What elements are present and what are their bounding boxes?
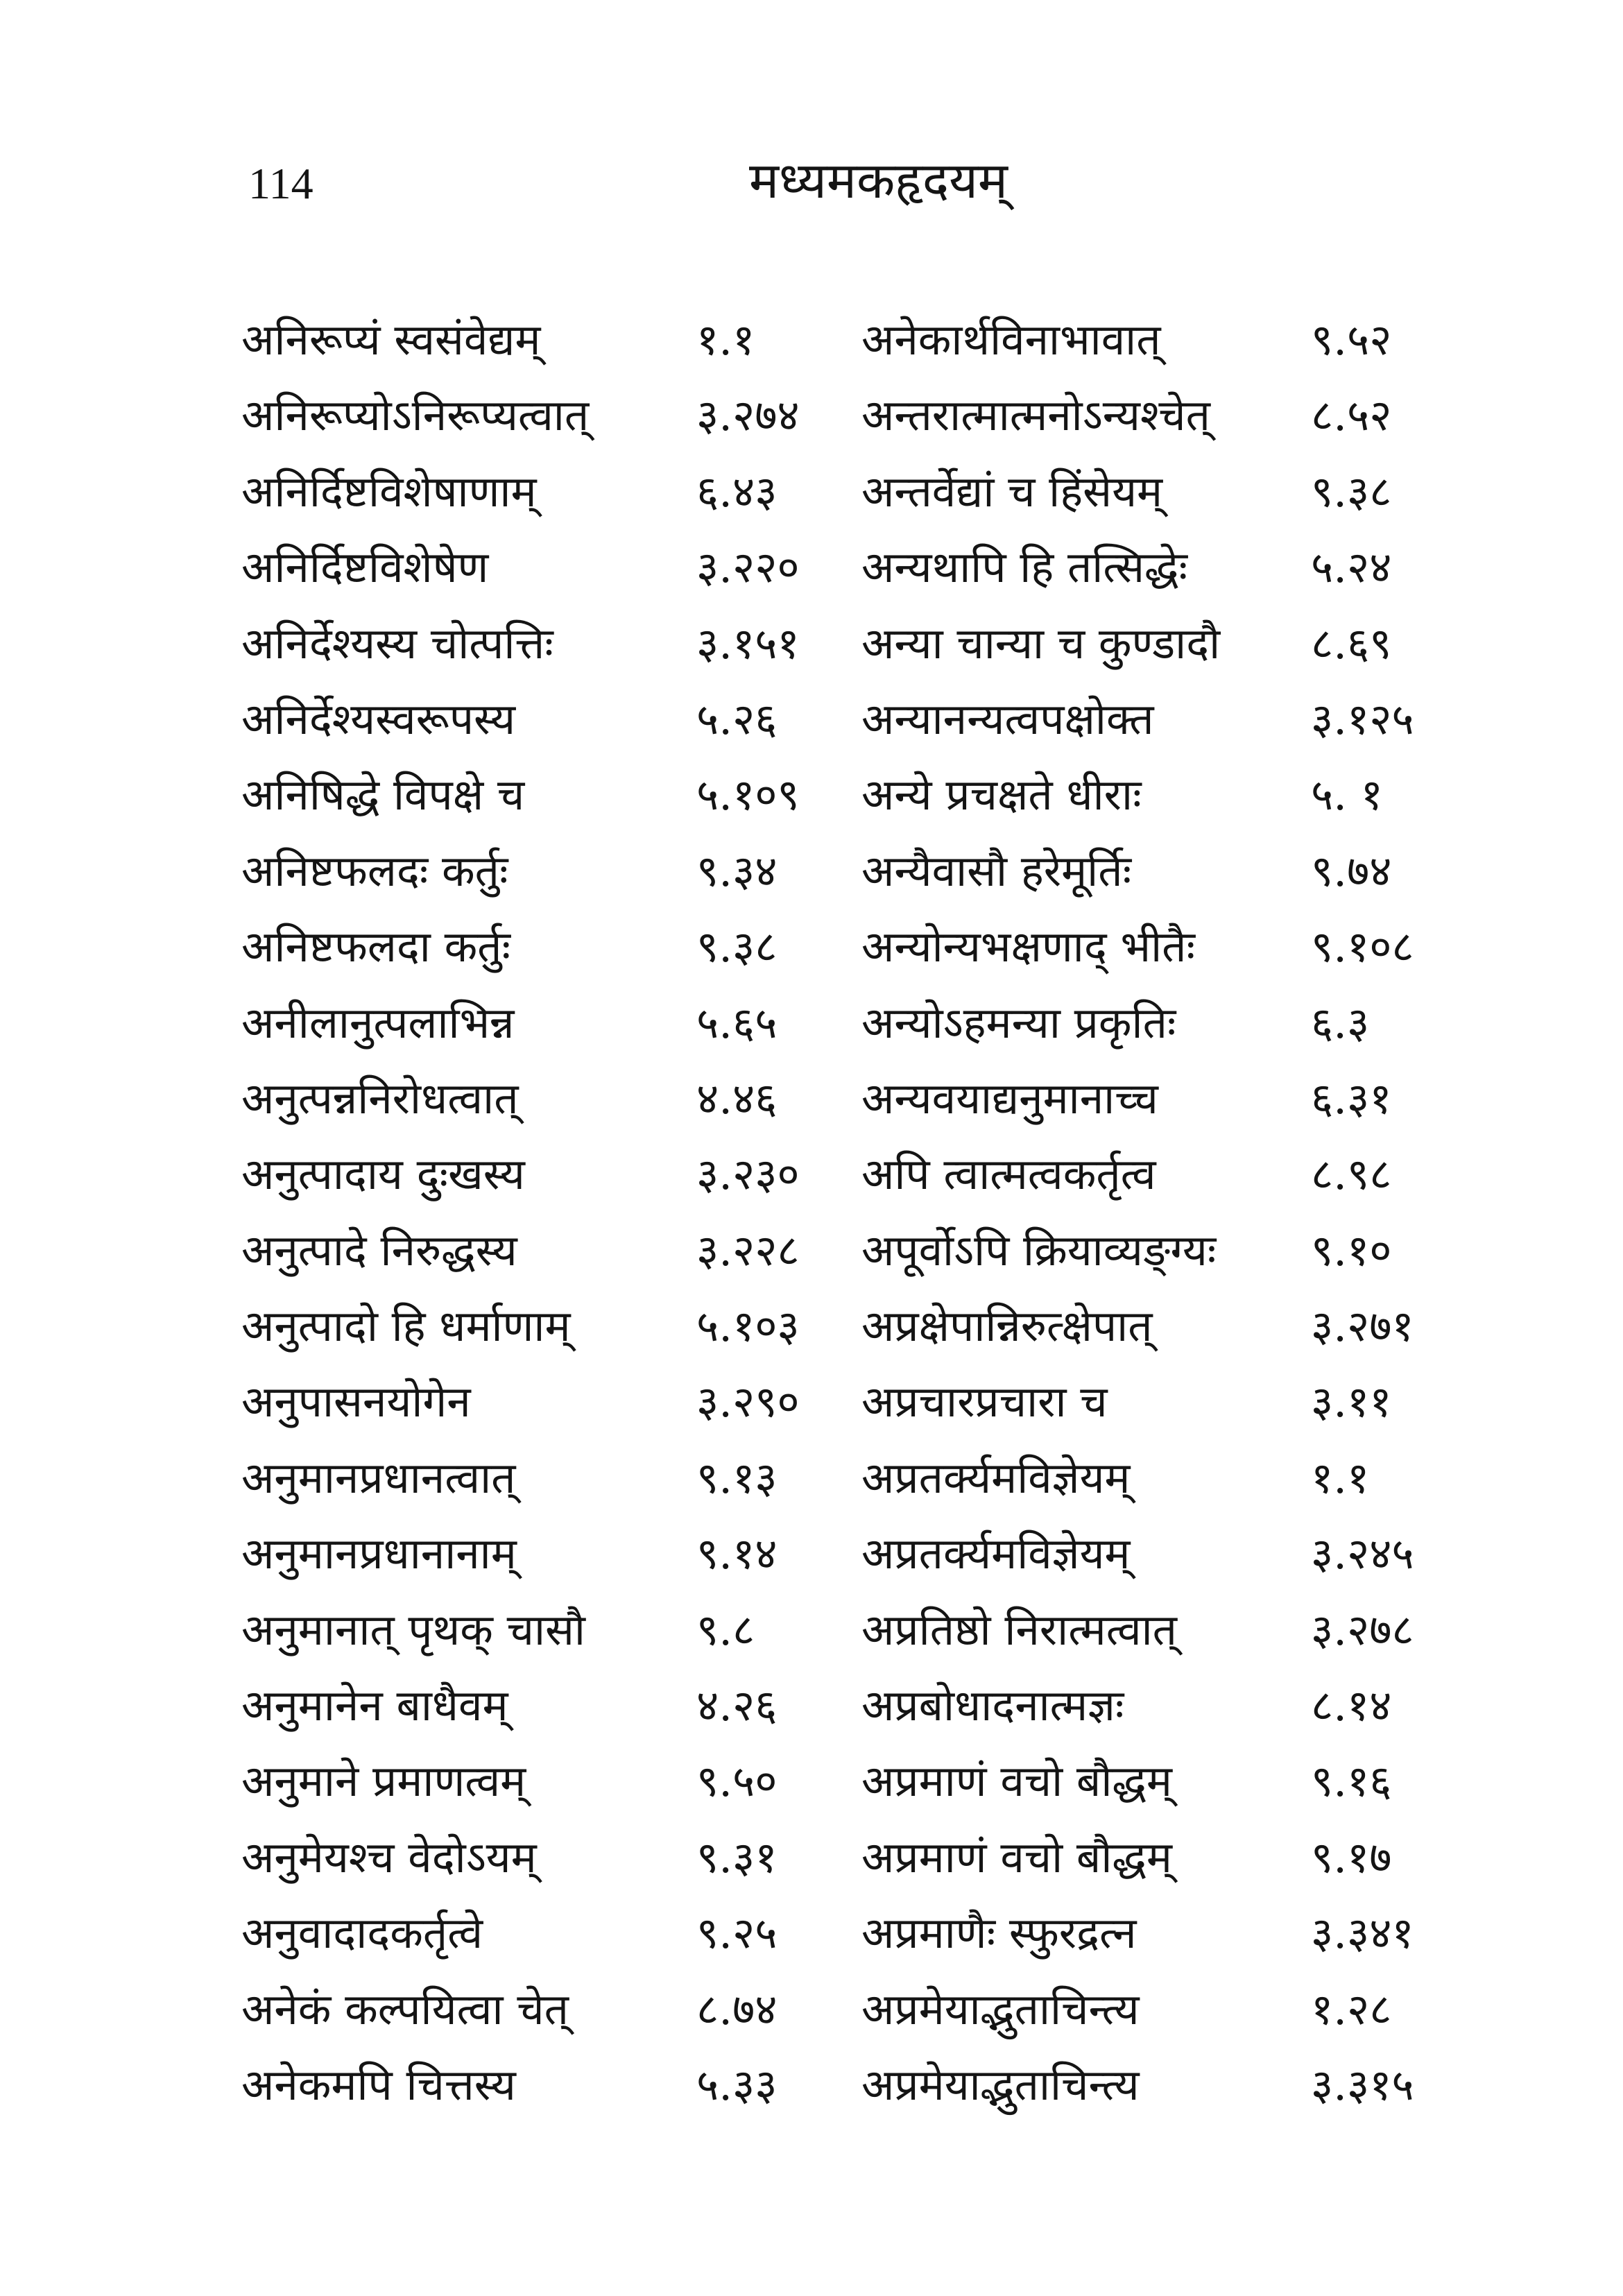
verse-right: अन्यानन्यत्वपक्षोक्त (861, 693, 1154, 744)
index-row (0, 760, 1623, 836)
verse-left: अनुमानप्रधानत्वात् (241, 1452, 516, 1503)
verse-left: अनेकमपि चित्तस्य (241, 2059, 516, 2110)
ref-left: ९.५० (696, 1756, 778, 1807)
verse-left: अनुवादादकर्तृत्वे (241, 1908, 483, 1959)
verse-right: अन्योन्यभक्षणाद् भीतैः (861, 921, 1195, 973)
verse-right: अप्रमाणैः स्फुरद्रत्न (861, 1908, 1137, 1959)
index-row (0, 1595, 1623, 1671)
ref-left: ९.१३ (696, 1452, 778, 1503)
ref-left: ३.१५१ (696, 617, 800, 669)
ref-right: ३.३४१ (1311, 1908, 1414, 1959)
index-row (0, 912, 1623, 988)
index-row (0, 685, 1623, 760)
verse-right: अप्रचारप्रचारा च (861, 1376, 1108, 1428)
ref-left: ४.४६ (696, 1072, 778, 1124)
verse-left: अनुपासनयोगेन (241, 1376, 471, 1428)
ref-left: ५.२६ (696, 693, 778, 744)
ref-right: ९.१७ (1311, 1831, 1392, 1883)
verse-right: अनेकार्थविनाभावात् (861, 314, 1161, 365)
verse-right: अन्यैवासौ हरेमूर्तिः (861, 845, 1132, 896)
index-row (0, 988, 1623, 1064)
index-row (0, 609, 1623, 685)
index-row (0, 1140, 1623, 1215)
verse-left: अनुमेयश्च वेदोऽयम् (241, 1831, 537, 1883)
ref-right: ८.६९ (1311, 617, 1392, 669)
ref-right: ८.९८ (1311, 1149, 1392, 1200)
verse-right: अप्रमाणं वचो बौद्धम् (861, 1831, 1172, 1883)
ref-left: ३.२३० (696, 1149, 800, 1200)
ref-left: ९.१४ (696, 1528, 778, 1579)
verse-right: अप्रतिष्ठो निरात्मत्वात् (861, 1604, 1178, 1655)
ref-left: ९.३८ (696, 921, 778, 973)
ref-right: ८.५२ (1311, 390, 1392, 441)
index-row (0, 837, 1623, 912)
verse-left: अनुत्पन्ननिरोधत्वात् (241, 1072, 519, 1124)
ref-left: १.१ (696, 314, 755, 365)
ref-right: ३.१२५ (1311, 693, 1414, 744)
index-row (0, 1975, 1623, 2050)
ref-left: ९.३४ (696, 845, 778, 896)
verse-left: अनेकं कल्पयित्वा चेत् (241, 1983, 569, 2034)
verse-right: अप्रबोधादनात्मज्ञः (861, 1680, 1124, 1731)
index-row (0, 1747, 1623, 1822)
verse-left: अनिष्टफलदा कर्तुः (241, 921, 511, 973)
verse-right: अन्तर्वेद्यां च हिंसेयम् (861, 465, 1163, 517)
ref-right: ९.५२ (1311, 314, 1392, 365)
ref-left: ४.२६ (696, 1680, 778, 1731)
ref-left: ५.१०९ (696, 769, 800, 821)
ref-left: ८.७४ (696, 1983, 778, 2034)
verse-left: अनुत्पादो हि धर्माणाम् (241, 1301, 571, 1352)
ref-left: ६.४३ (696, 465, 778, 517)
verse-left: अनीलानुत्पलाभिन्न (241, 997, 515, 1048)
verse-right: अन्तरात्मात्मनोऽन्यश्चेत् (861, 390, 1211, 441)
ref-left: ३.२२८ (696, 1224, 800, 1276)
verse-right: अप्रतर्क्यमविज्ञेयम् (861, 1528, 1131, 1579)
ref-right: ९.१६ (1311, 1756, 1392, 1807)
ref-left: ३.२७४ (696, 390, 800, 441)
ref-left: ३.२९० (696, 1376, 800, 1428)
verse-right: अन्यवयाद्यनुमानाच्च (861, 1072, 1158, 1124)
ref-right: ३.२४५ (1311, 1528, 1414, 1579)
index-row (0, 1519, 1623, 1595)
page-number: 114 (248, 159, 314, 208)
ref-left: ५.१०३ (696, 1301, 800, 1352)
ref-right: ३.२७१ (1311, 1301, 1414, 1352)
index-row (0, 1064, 1623, 1140)
verse-left: अनिरूप्योऽनिरूप्यत्वात् (241, 390, 590, 441)
ref-right: ९.१०८ (1311, 921, 1414, 973)
verse-right: अन्या चान्या च कुण्डादौ (861, 617, 1221, 669)
verse-left: अनुमानात् पृथक् चासौ (241, 1604, 585, 1655)
index-row (0, 1899, 1623, 1974)
verse-index (0, 305, 1623, 2126)
ref-right: ३.२७८ (1311, 1604, 1414, 1655)
verse-right: अप्रमेयाद्भुताचिन्त्य (861, 1983, 1140, 2034)
index-row (0, 1443, 1623, 1519)
verse-left: अनुत्पादाय दुःखस्य (241, 1149, 525, 1200)
verse-left: अनिर्दिष्टविशेषाणाम् (241, 465, 537, 517)
verse-right: अप्रमेयाद्भुताचिन्त्य (861, 2059, 1140, 2110)
verse-left: अनिर्दिष्टविशेषेण (241, 542, 489, 593)
index-row (0, 305, 1623, 381)
ref-left: ९.८ (696, 1604, 755, 1655)
ref-right: ६.३ (1311, 997, 1370, 1048)
verse-right: अन्ये प्रचक्षते धीराः (861, 769, 1142, 821)
verse-left: अनिर्देश्यस्य चोत्पत्तिः (241, 617, 553, 669)
index-row (0, 1292, 1623, 1367)
ref-left: ९.३१ (696, 1831, 778, 1883)
running-title: मध्यमकहृदयम् (749, 151, 1008, 209)
verse-left: अनिरूप्यं स्वसंवेद्यम् (241, 314, 541, 365)
verse-right: अप्रतर्क्यमविज्ञेयम् (861, 1452, 1131, 1503)
verse-left: अनिषिद्धे विपक्षे च (241, 769, 525, 821)
verse-left: अनुमाने प्रमाणत्वम् (241, 1756, 526, 1807)
index-row (0, 457, 1623, 533)
verse-right: अपूर्वोऽपि क्रियाव्यङ्ग्यः (861, 1224, 1217, 1276)
ref-right: ५.२४ (1311, 542, 1392, 593)
ref-right: ९.३८ (1311, 465, 1392, 517)
verse-left: अनुमानप्रधानानाम् (241, 1528, 517, 1579)
ref-right: १.२८ (1311, 1983, 1392, 2034)
index-row (0, 1367, 1623, 1443)
index-row (0, 1823, 1623, 1899)
ref-right: ८.१४ (1311, 1680, 1392, 1731)
index-row (0, 533, 1623, 608)
ref-left: ९.२५ (696, 1908, 778, 1959)
ref-left: ५.३३ (696, 2059, 778, 2110)
verse-left: अनिर्देश्यस्वरूपस्य (241, 693, 516, 744)
ref-left: ५.६५ (696, 997, 778, 1048)
ref-right: ३.११ (1311, 1376, 1392, 1428)
verse-left: अनुमानेन बाधैवम् (241, 1680, 508, 1731)
verse-right: अपि त्वात्मत्वकर्तृत्व (861, 1149, 1156, 1200)
page-header (0, 139, 1623, 222)
ref-right: ३.३१५ (1311, 2059, 1414, 2110)
index-row (0, 1671, 1623, 1747)
index-row (0, 381, 1623, 456)
ref-right: ९.१० (1311, 1224, 1392, 1276)
verse-right: अप्रक्षेपान्निरुत्क्षेपात् (861, 1301, 1153, 1352)
ref-right: ५. १ (1311, 769, 1383, 821)
verse-right: अन्यथापि हि तत्सिद्धेः (861, 542, 1188, 593)
ref-left: ३.२२० (696, 542, 800, 593)
index-row (0, 2050, 1623, 2126)
verse-right: अन्योऽहमन्या प्रकृतिः (861, 997, 1176, 1048)
verse-right: अप्रमाणं वचो बौद्धम् (861, 1756, 1172, 1807)
verse-left: अनिष्टफलदः कर्तुः (241, 845, 508, 896)
index-row (0, 1216, 1623, 1292)
ref-right: ९.७४ (1311, 845, 1392, 896)
ref-right: १.१ (1311, 1452, 1370, 1503)
ref-right: ६.३१ (1311, 1072, 1392, 1124)
verse-left: अनुत्पादे निरुद्धस्य (241, 1224, 517, 1276)
